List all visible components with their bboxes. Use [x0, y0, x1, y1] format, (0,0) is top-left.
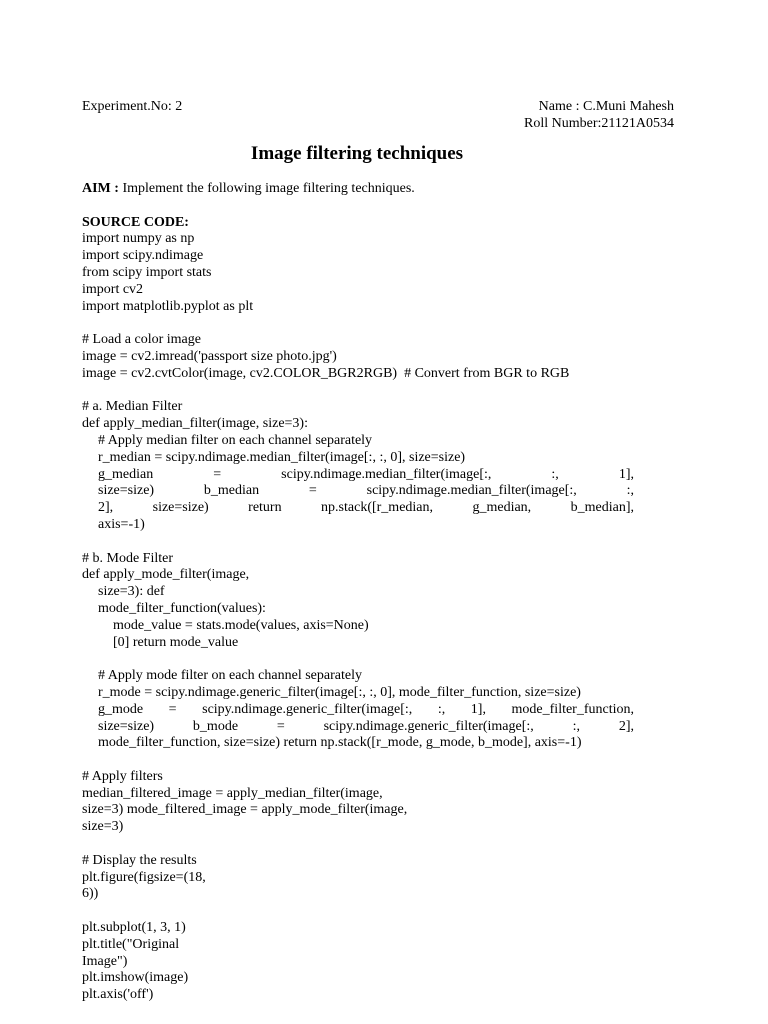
blank-line	[82, 651, 634, 668]
blank-line	[82, 836, 634, 853]
code-line: 6))	[82, 886, 99, 902]
aim-line	[82, 181, 634, 198]
code-line: image = cv2.cvtColor(image, cv2.COLOR_BGR2RGB) # Convert from BGR to RGB	[82, 365, 570, 381]
code-line: # b. Mode Filter	[82, 550, 173, 566]
experiment-number: Experiment.No: 2	[82, 99, 183, 114]
code-line: plt.figure(figsize=(18,	[82, 869, 206, 885]
document-title: Image filtering techniques	[250, 143, 464, 164]
code-line: g_median = scipy.ndimage.median_filter(image[:, :, 1],	[98, 466, 634, 482]
code-line: import cv2	[82, 281, 144, 297]
code-line: # a. Median Filter	[82, 399, 183, 415]
code-line: from scipy import stats	[82, 264, 212, 280]
source-code-heading: SOURCE CODE:	[82, 214, 189, 230]
code-line: g_mode = scipy.ndimage.generic_filter(image[:, :, 1], mode_filter_function,	[98, 701, 634, 717]
code-line: mode_filter_function(values):	[98, 600, 266, 616]
code-line: 2], size=size) return np.stack([r_median, g_median, b_median],	[98, 500, 634, 516]
code-line: median_filtered_image = apply_median_filter(image,	[82, 785, 383, 801]
aim-text: Implement the following image filtering techniques.	[118, 181, 415, 196]
student-info	[524, 98, 674, 132]
code-line: size=3): def	[98, 584, 165, 600]
code-line: axis=-1)	[98, 516, 145, 532]
code-line: # Load a color image	[82, 332, 201, 348]
code-line: mode_value = stats.mode(values, axis=None)	[113, 617, 369, 633]
student-name: Name : C.Muni Mahesh	[538, 99, 674, 114]
blank-line	[82, 315, 634, 332]
spacer	[82, 198, 634, 215]
code-line: # Apply filters	[82, 768, 163, 784]
code-line: size=3) mode_filtered_image = apply_mode_filter(image,	[82, 802, 408, 818]
blank-line	[82, 383, 634, 400]
blank-line	[82, 903, 634, 920]
blank-line	[82, 534, 634, 551]
code-line: size=size) b_mode = scipy.ndimage.generic_filter(image[:, :, 2],	[98, 718, 634, 734]
code-line: size=3)	[82, 819, 124, 835]
document-body	[82, 181, 634, 1004]
code-line: mode_filter_function, size=size) return np.stack([r_mode, g_mode, b_mode], axis=-1)	[98, 735, 582, 751]
code-line: Image")	[82, 953, 128, 969]
code-line: # Display the results	[82, 852, 197, 868]
code-line: plt.imshow(image)	[82, 970, 189, 986]
source-code-block	[82, 231, 634, 1004]
code-line: r_median = scipy.ndimage.median_filter(image[:, :, 0], size=size)	[98, 449, 466, 465]
code-line: plt.title("Original	[82, 936, 180, 952]
aim-label: AIM :	[82, 181, 119, 196]
code-line: import scipy.ndimage	[82, 248, 204, 264]
code-line: def apply_mode_filter(image,	[82, 567, 250, 583]
code-line: # Apply mode filter on each channel separately	[98, 668, 362, 684]
roll-number: Roll Number:21121A0534	[524, 116, 674, 131]
code-line: # Apply median filter on each channel separately	[98, 432, 373, 448]
code-line: plt.axis('off')	[82, 987, 154, 1003]
code-line: import numpy as np	[82, 231, 195, 247]
code-line: import matplotlib.pyplot as plt	[82, 298, 254, 314]
code-line: size=size) b_median = scipy.ndimage.median_filter(image[:, :,	[98, 483, 634, 499]
code-line: def apply_median_filter(image, size=3):	[82, 416, 308, 432]
code-line: plt.subplot(1, 3, 1)	[82, 920, 186, 936]
code-line: image = cv2.imread('passport size photo.jpg')	[82, 348, 337, 364]
code-line: r_mode = scipy.ndimage.generic_filter(image[:, :, 0], mode_filter_function, size=size)	[98, 684, 581, 700]
blank-line	[82, 752, 634, 769]
code-line: [0] return mode_value	[113, 634, 239, 650]
